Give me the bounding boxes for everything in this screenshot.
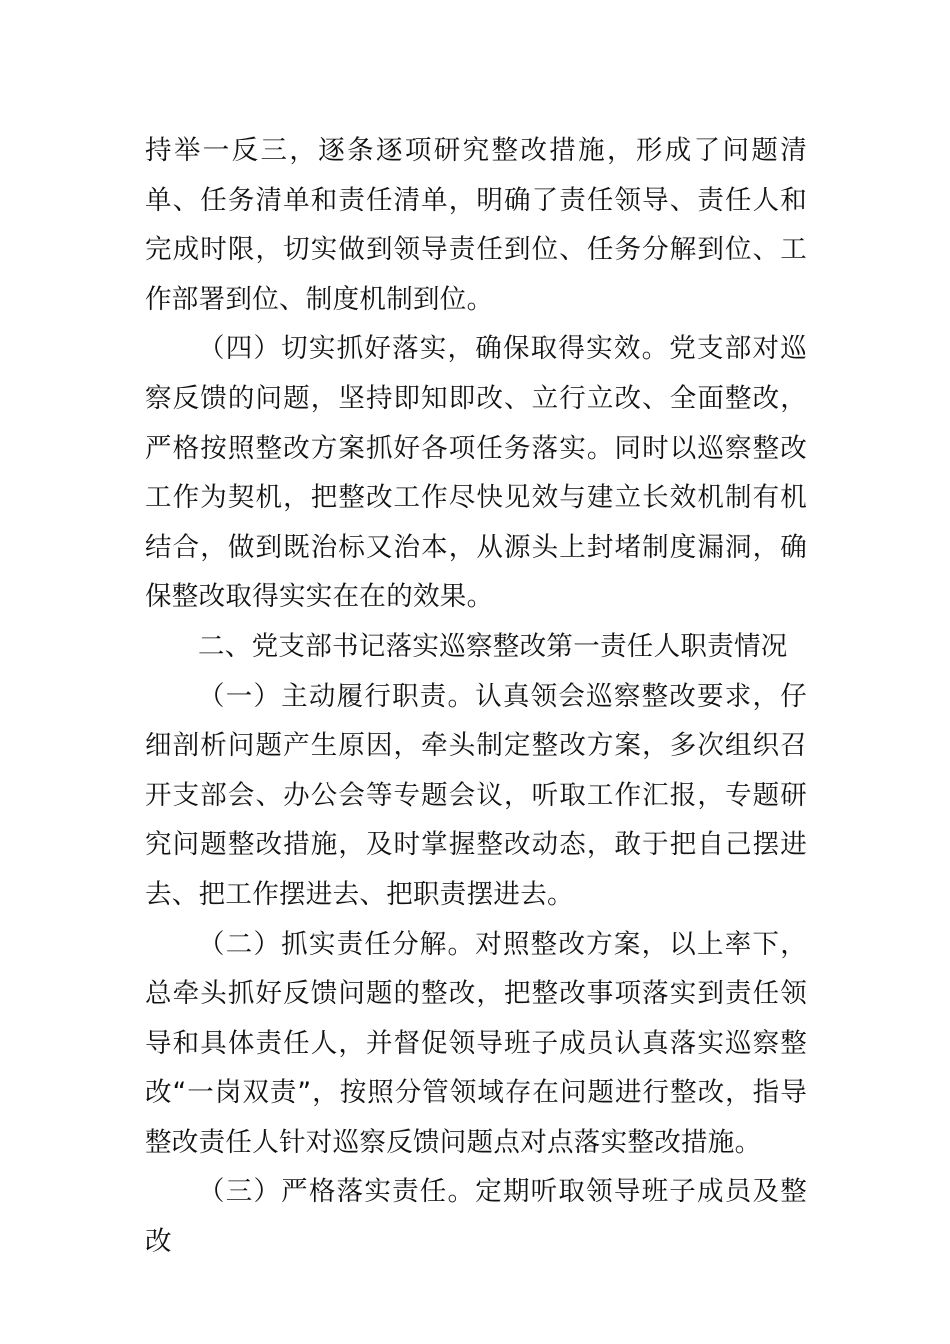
document-body xyxy=(145,126,807,1267)
paragraph-section-four: （四）切实抓好落实，确保取得实效。党支部对巡察反馈的问题，坚持即知即改、立行立改、全面整改，严格按照整改方案抓好各项任务落实。同时以巡察整改工作为契机，把整改工作尽快见效与建立长效机制有机结合，做到既治标又治本，从源头上封堵制度漏洞，确保整改取得实实在在的效果。 xyxy=(145,333,807,613)
paragraph-item-one: （一）主动履行职责。认真领会巡察整改要求，仔细剖析问题产生原因，牵头制定整改方案，多次组织召开支部会、办公会等专题会议，听取工作汇报，专题研究问题整改措施，及时掌握整改动态，敢于把自己摆进去、把工作摆进去、把职责摆进去。 xyxy=(145,680,807,910)
paragraph-continuation: 持举一反三，逐条逐项研究整改措施，形成了问题清单、任务清单和责任清单，明确了责任领导、责任人和完成时限，切实做到领导责任到位、任务分解到位、工作部署到位、制度机制到位。 xyxy=(145,135,807,315)
section-heading-two: 二、党支部书记落实巡察整改第一责任人职责情况 xyxy=(198,630,788,662)
paragraph-item-two: （二）抓实责任分解。对照整改方案，以上率下，总牵头抓好反馈问题的整改，把整改事项落实到责任领导和具体责任人，并督促领导班子成员认真落实巡察整改“一岗双责”，按照分管领域存在问题进行整改，指导整改责任人针对巡察反馈问题点对点落实整改措施。 xyxy=(145,928,807,1158)
paragraph-item-three: （三）严格落实责任。定期听取领导班子成员及整改 xyxy=(145,1176,807,1258)
